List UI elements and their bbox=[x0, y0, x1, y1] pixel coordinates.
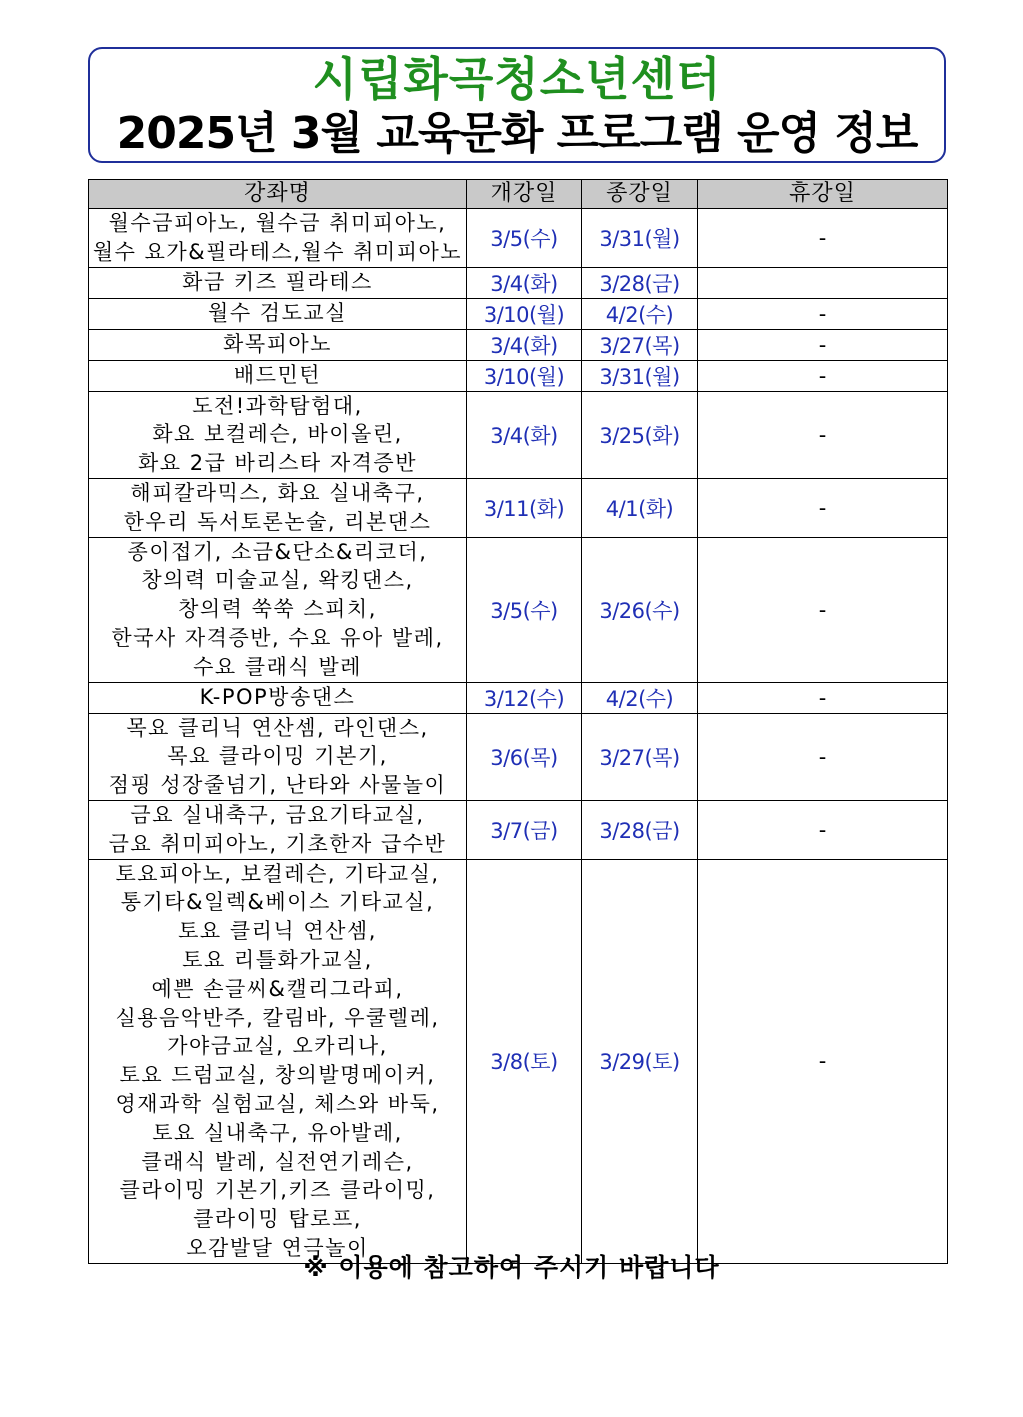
course-name-line: 월수금피아노, 월수금 취미피아노, bbox=[108, 211, 447, 235]
course-name-cell bbox=[89, 800, 467, 859]
center-name: 시립화곡청소년센터 bbox=[312, 52, 722, 106]
course-name-cell bbox=[89, 713, 467, 800]
end-date-cell: 3/28(금) bbox=[582, 800, 698, 859]
start-date-cell: 3/7(금) bbox=[467, 800, 582, 859]
course-name-line: 클래식 발레, 실전연기레슨, bbox=[141, 1149, 414, 1174]
start-date-cell: 3/6(목) bbox=[467, 713, 582, 800]
course-name-line: 클라이밍 기본기,키즈 클라이밍, bbox=[119, 1178, 436, 1203]
holiday-cell: - bbox=[698, 329, 948, 360]
table-row bbox=[89, 329, 948, 360]
course-name-line: 토요 리틀화가교실, bbox=[182, 947, 373, 972]
table-row bbox=[89, 859, 948, 1263]
table-body bbox=[89, 209, 948, 1264]
course-name-line: 가야금교실, 오카리나, bbox=[167, 1034, 388, 1059]
course-name-line: 목요 클리닉 연산셈, 라인댄스, bbox=[126, 715, 429, 740]
course-name-line: 토요피아노, 보컬레슨, 기타교실, bbox=[115, 861, 440, 886]
course-name-line: 종이접기, 소금&단소&리코더, bbox=[127, 539, 428, 564]
start-date-cell: 3/4(화) bbox=[467, 267, 582, 298]
course-name-line: 금요 취미피아노, 기초한자 급수반 bbox=[108, 831, 447, 856]
course-name-line: 영재과학 실험교실, 체스와 바둑, bbox=[115, 1091, 440, 1116]
holiday-cell: - bbox=[698, 682, 948, 713]
course-name-line: 예쁜 손글씨&캘리그라피, bbox=[151, 976, 404, 1001]
start-date-cell: 3/10(월) bbox=[467, 298, 582, 329]
course-name-line: 화요 2급 바리스타 자격증반 bbox=[137, 451, 418, 476]
course-name-line: 실용음악반주, 칼림바, 우쿨렐레, bbox=[115, 1005, 440, 1030]
header-holiday: 휴강일 bbox=[698, 180, 948, 209]
course-name-cell bbox=[89, 478, 467, 537]
end-date-cell: 3/29(토) bbox=[582, 859, 698, 1263]
end-date-cell: 4/2(수) bbox=[582, 682, 698, 713]
course-name-line: 토요 실내축구, 유아발레, bbox=[152, 1120, 403, 1145]
holiday-cell bbox=[698, 267, 948, 298]
course-name-line: 월수 요가&필라테스,월수 취미피아노 bbox=[92, 239, 463, 264]
end-date-cell: 3/27(목) bbox=[582, 329, 698, 360]
holiday-cell: - bbox=[698, 713, 948, 800]
table-row bbox=[89, 800, 948, 859]
holiday-cell: - bbox=[698, 478, 948, 537]
course-name-line: 창의력 쑥쑥 스피치, bbox=[178, 597, 377, 622]
end-date-cell: 4/2(수) bbox=[582, 298, 698, 329]
course-name-line: 금요 실내축구, 금요기타교실, bbox=[130, 802, 425, 827]
end-date-cell: 3/26(수) bbox=[582, 537, 698, 682]
course-name-line: 배드민턴 bbox=[233, 363, 322, 388]
page-title: 2025년 3월 교육문화 프로그램 운영 정보 bbox=[116, 108, 918, 159]
header-course-name: 강좌명 bbox=[89, 180, 467, 209]
course-name-line: 도전!과학탐험대, bbox=[192, 393, 363, 418]
course-name-line: 통기타&일렉&베이스 기타교실, bbox=[120, 890, 435, 915]
table-row bbox=[89, 298, 948, 329]
table-row bbox=[89, 360, 948, 391]
table-row bbox=[89, 209, 948, 268]
course-name-line: 화요 보컬레슨, 바이올린, bbox=[152, 422, 403, 447]
table-row bbox=[89, 478, 948, 537]
schedule-table bbox=[88, 179, 948, 1264]
course-name-cell bbox=[89, 859, 467, 1263]
course-name-line: 화금 키즈 필라테스 bbox=[182, 270, 373, 295]
header-start-date: 개강일 bbox=[467, 180, 582, 209]
course-name-line: 클라이밍 탑로프, bbox=[193, 1207, 362, 1232]
table-row bbox=[89, 713, 948, 800]
header-end-date: 종강일 bbox=[582, 180, 698, 209]
course-name-line: 창의력 미술교실, 왁킹댄스, bbox=[141, 568, 414, 593]
course-name-line: 화목피아노 bbox=[223, 332, 332, 357]
holiday-cell: - bbox=[698, 298, 948, 329]
table-row bbox=[89, 391, 948, 478]
end-date-cell: 3/28(금) bbox=[582, 267, 698, 298]
start-date-cell: 3/5(수) bbox=[467, 209, 582, 268]
holiday-cell: - bbox=[698, 360, 948, 391]
course-name-line: 오감발달 연극놀이 bbox=[186, 1235, 369, 1260]
course-name-cell bbox=[89, 209, 467, 268]
course-name-line: 해피칼라믹스, 화요 실내축구, bbox=[130, 480, 425, 505]
holiday-cell: - bbox=[698, 537, 948, 682]
table-header-row bbox=[89, 180, 948, 209]
end-date-cell: 3/27(목) bbox=[582, 713, 698, 800]
course-name-line: K-POP방송댄스 bbox=[199, 685, 356, 710]
course-name-cell bbox=[89, 391, 467, 478]
course-name-line: 점핑 성장줄넘기, 난타와 사물놀이 bbox=[108, 773, 447, 798]
course-name-cell bbox=[89, 267, 467, 298]
course-name-cell bbox=[89, 298, 467, 329]
table-row bbox=[89, 682, 948, 713]
course-name-line: 월수 검도교실 bbox=[208, 301, 347, 326]
start-date-cell: 3/5(수) bbox=[467, 537, 582, 682]
end-date-cell: 3/31(월) bbox=[582, 209, 698, 268]
course-name-line: 한국사 자격증반, 수요 유아 발레, bbox=[111, 625, 444, 650]
holiday-cell: - bbox=[698, 859, 948, 1263]
title-box bbox=[88, 47, 946, 163]
course-name-cell bbox=[89, 537, 467, 682]
course-name-line: 수요 클래식 발레 bbox=[193, 654, 362, 679]
start-date-cell: 3/11(화) bbox=[467, 478, 582, 537]
start-date-cell: 3/8(토) bbox=[467, 859, 582, 1263]
end-date-cell: 3/25(화) bbox=[582, 391, 698, 478]
course-name-cell bbox=[89, 329, 467, 360]
table-row bbox=[89, 267, 948, 298]
table-row bbox=[89, 537, 948, 682]
course-name-cell bbox=[89, 360, 467, 391]
start-date-cell: 3/10(월) bbox=[467, 360, 582, 391]
course-name-line: 토요 클리닉 연산셈, bbox=[178, 919, 377, 944]
start-date-cell: 3/4(화) bbox=[467, 391, 582, 478]
course-name-line: 토요 드럼교실, 창의발명메이커, bbox=[119, 1063, 436, 1088]
holiday-cell: - bbox=[698, 209, 948, 268]
holiday-cell: - bbox=[698, 800, 948, 859]
end-date-cell: 4/1(화) bbox=[582, 478, 698, 537]
holiday-cell: - bbox=[698, 391, 948, 478]
end-date-cell: 3/31(월) bbox=[582, 360, 698, 391]
start-date-cell: 3/4(화) bbox=[467, 329, 582, 360]
footer-note: ※ 이용에 참고하여 주시기 바랍니다 bbox=[303, 1253, 720, 1282]
start-date-cell: 3/12(수) bbox=[467, 682, 582, 713]
course-name-line: 목요 클라이밍 기본기, bbox=[167, 744, 388, 769]
course-name-line: 한우리 독서토론논술, 리본댄스 bbox=[123, 509, 432, 534]
course-name-cell bbox=[89, 682, 467, 713]
